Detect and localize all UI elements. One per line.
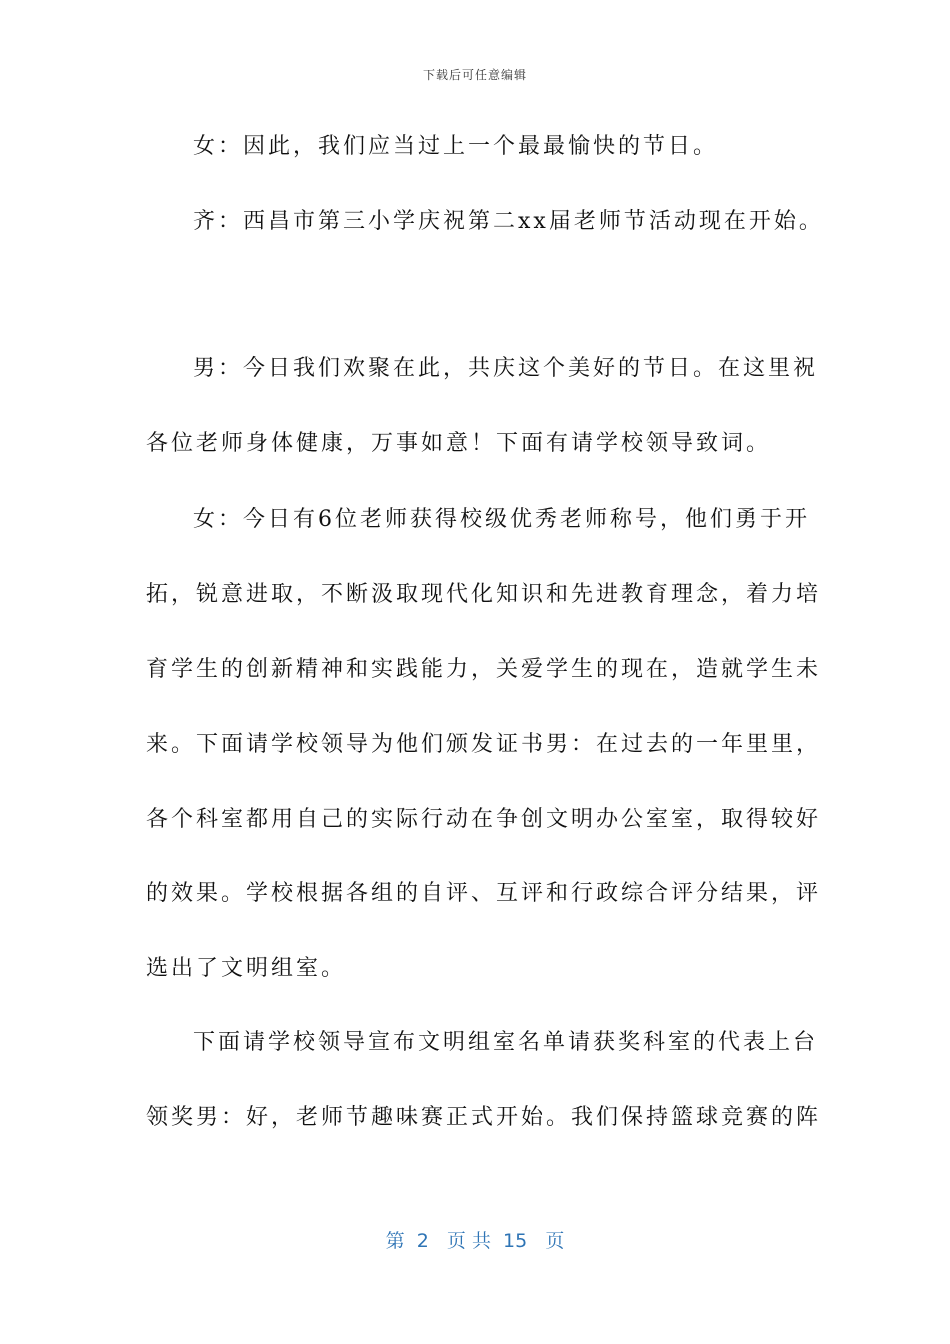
text-line: 选出了文明组室。 bbox=[146, 956, 347, 981]
text-line: 男：今日我们欢聚在此，共庆这个美好的节日。在这里祝 bbox=[193, 356, 819, 381]
text-line: 育学生的创新精神和实践能力，关爱学生的现在，造就学生未 bbox=[146, 657, 822, 682]
text-line: 各个科室都用自己的实际行动在争创文明办公室室，取得较好 bbox=[146, 807, 822, 832]
page-footer: 第 2 页 共 15 页 bbox=[385, 1230, 565, 1252]
page-header: 下载后可任意编辑 bbox=[422, 68, 527, 82]
text-line: 女：今日有6位老师获得校级优秀老师称号，他们勇于开 bbox=[193, 507, 810, 532]
text-line: 拓，锐意进取，不断汲取现代化知识和先进教育理念，着力培 bbox=[146, 582, 822, 607]
text-line: 下面请学校领导宣布文明组室名单请获奖科室的代表上台 bbox=[193, 1030, 819, 1055]
text-line: 来。下面请学校领导为他们颁发证书男：在过去的一年里里， bbox=[146, 732, 822, 757]
text-line: 领奖男：好，老师节趣味赛正式开始。我们保持篮球竞赛的阵 bbox=[146, 1105, 822, 1130]
text-line: 各位老师身体健康，万事如意！下面有请学校领导致词。 bbox=[146, 431, 772, 456]
text-line: 齐：西昌市第三小学庆祝第二xx届老师节活动现在开始。 bbox=[193, 209, 824, 234]
text-line: 女：因此，我们应当过上一个最最愉快的节日。 bbox=[193, 134, 719, 159]
text-line: 的效果。学校根据各组的自评、互评和行政综合评分结果，评 bbox=[146, 881, 822, 906]
